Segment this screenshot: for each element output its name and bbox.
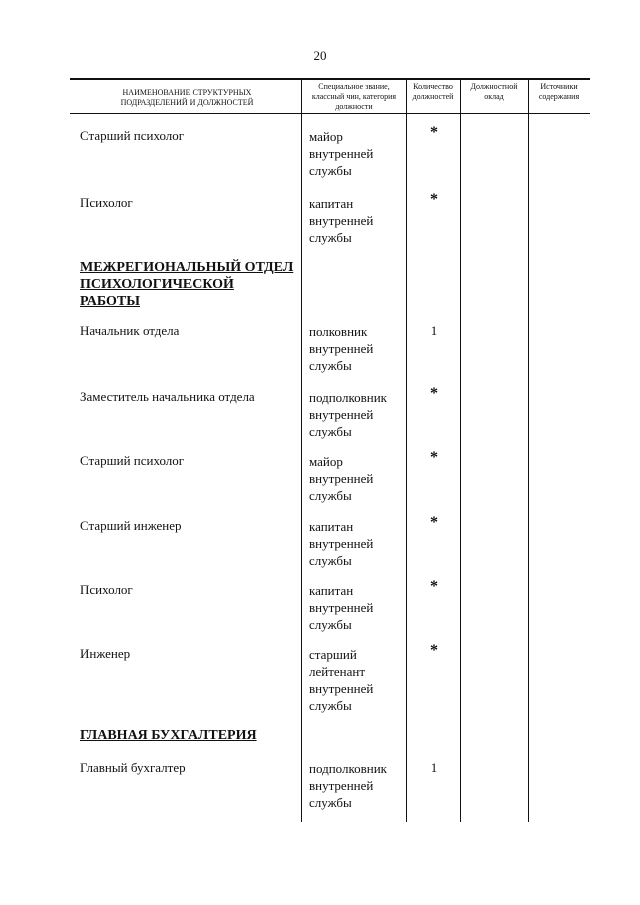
header-col-qty: Количество должностей	[412, 82, 454, 101]
header-col-name: НАИМЕНОВАНИЕ СТРУКТУРНЫХ ПОДРАЗДЕЛЕНИЙ И ДОЛЖНОСТЕЙ	[120, 88, 254, 107]
header-col-source: Источники содержания	[538, 82, 580, 101]
rank: майор внутренней службы	[309, 454, 374, 503]
position-count: *	[430, 449, 438, 466]
post-name: Старший инженер	[80, 518, 182, 533]
rank: старший лейтенант внутренней службы	[309, 647, 374, 713]
position-count: *	[430, 642, 438, 659]
rank: подполковник внутренней службы	[309, 761, 387, 810]
rank: капитан внутренней службы	[309, 519, 374, 568]
rank: полковник внутренней службы	[309, 324, 374, 373]
section-heading: МЕЖРЕГИОНАЛЬНЫЙ ОТДЕЛ ПСИХОЛОГИЧЕСКОЙ РАБОТЫ	[80, 260, 294, 309]
header-col-salary: Должностной оклад	[470, 82, 518, 101]
post-name: Начальник отдела	[80, 323, 180, 338]
rank: подполковник внутренней службы	[309, 390, 387, 439]
position-count: *	[430, 578, 438, 595]
post-name: Заместитель начальника отдела	[80, 389, 255, 404]
rank: капитан внутренней службы	[309, 196, 374, 245]
post-name: Психолог	[80, 195, 133, 210]
post-name: Психолог	[80, 582, 133, 597]
post-name: Старший психолог	[80, 453, 185, 468]
position-count: *	[430, 124, 438, 141]
column-divider	[301, 78, 302, 822]
position-count: *	[430, 514, 438, 531]
page-number: 20	[313, 48, 327, 63]
position-count: *	[430, 385, 438, 402]
post-name: Главный бухгалтер	[80, 760, 186, 775]
position-count: 1	[430, 323, 438, 338]
rank: майор внутренней службы	[309, 129, 374, 178]
position-count: 1	[430, 760, 438, 775]
table-header-rule	[70, 113, 590, 114]
post-name: Старший психолог	[80, 128, 185, 143]
position-count: *	[430, 191, 438, 208]
post-name: Инженер	[80, 646, 131, 661]
table-top-rule	[70, 78, 590, 80]
column-divider	[528, 78, 529, 822]
header-col-rank: Специальное звание, классный чин, категория должности	[311, 82, 397, 111]
rank: капитан внутренней службы	[309, 583, 374, 632]
section-heading: ГЛАВНАЯ БУХГАЛТЕРИЯ	[80, 728, 257, 743]
